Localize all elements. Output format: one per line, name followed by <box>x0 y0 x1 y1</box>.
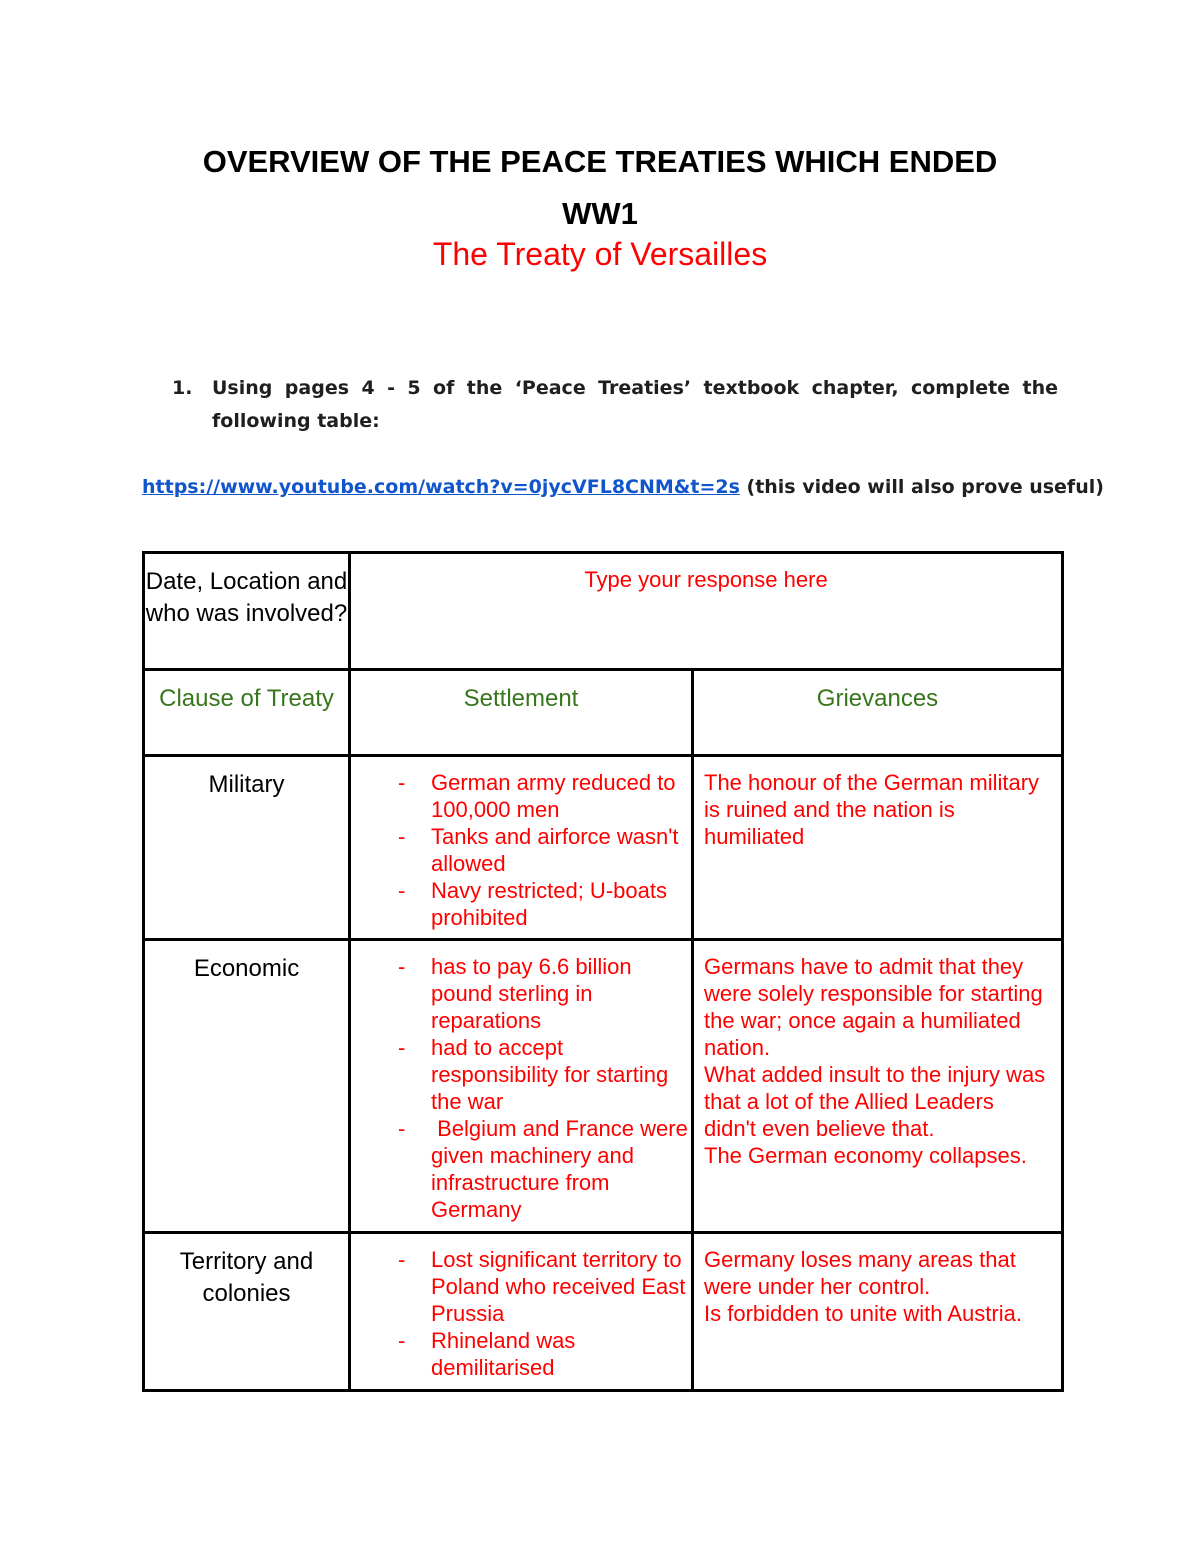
list-item: - German army reduced to 100,000 men <box>398 770 676 822</box>
header-clause-of-treaty: Clause of Treaty <box>144 670 350 756</box>
grievance-text: Germany loses many areas that were under her control. <box>704 1247 1016 1299</box>
document-title-line-2: WW1 <box>562 196 638 231</box>
instruction-number: 1. <box>172 377 193 399</box>
instruction-item <box>174 372 1058 438</box>
treaty-table <box>142 551 1064 1392</box>
table-header-row <box>144 670 1063 756</box>
settlement-list-territory <box>351 1246 691 1381</box>
video-link-line <box>142 472 1104 502</box>
settlement-cell-economic[interactable] <box>350 940 693 1233</box>
dash-bullet-icon: - <box>398 878 406 903</box>
dash-bullet-icon: - <box>398 824 406 849</box>
grievances-cell-economic[interactable] <box>693 940 1063 1233</box>
grievances-cell-military[interactable] <box>693 756 1063 940</box>
table-row-territory <box>144 1233 1063 1391</box>
grievance-text: Is forbidden to unite with Austria. <box>704 1301 1022 1326</box>
table-row-economic <box>144 940 1063 1233</box>
clause-military: Military <box>144 756 350 940</box>
document-subtitle: The Treaty of Versailles <box>432 236 768 272</box>
dash-bullet-icon: - <box>398 1035 406 1060</box>
settlement-cell-territory[interactable] <box>350 1233 693 1391</box>
list-item: - Lost significant territory to Poland who received East Prussia <box>398 1247 686 1326</box>
clause-economic: Economic <box>144 940 350 1233</box>
link-note: (this video will also prove useful) <box>739 476 1104 498</box>
list-item: - Navy restricted; U-boats prohibited <box>398 878 667 930</box>
grievances-cell-territory[interactable] <box>693 1233 1063 1391</box>
table-row-military <box>144 756 1063 940</box>
grievance-text: What added insult to the injury was that a lot of the Allied Leaders didn't even believe that. <box>704 1062 1046 1141</box>
table-row-date-location <box>144 553 1063 670</box>
dash-bullet-icon: - <box>398 1328 406 1353</box>
grievance-text: The German economy collapses. <box>704 1143 1027 1168</box>
document-title: OVERVIEW OF THE PEACE TREATIES WHICH ENDED <box>202 144 998 179</box>
list-item: - Rhineland was demilitarised <box>398 1328 576 1380</box>
grievance-text: The honour of the German military is ruined and the nation is humiliated <box>704 770 1040 849</box>
list-item: - had to accept responsibility for starting the war <box>398 1035 669 1114</box>
settlement-list-economic <box>351 953 694 1223</box>
instruction-text: Using pages 4 - 5 of the ‘Peace Treaties’ textbook chapter, complete the following table: <box>212 377 1058 432</box>
clause-territory: Territory and colonies <box>144 1233 350 1391</box>
list-item: - has to pay 6.6 billion pound sterling in reparations <box>398 954 632 1033</box>
dash-bullet-icon: - <box>398 770 406 795</box>
dash-bullet-icon: - <box>398 1116 406 1141</box>
dash-bullet-icon: - <box>398 1247 406 1272</box>
list-item: - Tanks and airforce wasn't allowed <box>398 824 679 876</box>
header-settlement: Settlement <box>350 670 693 756</box>
youtube-link[interactable]: https://www.youtube.com/watch?v=0jycVFL8CNM&t=2s <box>142 476 740 498</box>
dash-bullet-icon: - <box>398 954 406 979</box>
header-grievances: Grievances <box>693 670 1063 756</box>
date-location-response[interactable]: Type your response here <box>350 553 1063 670</box>
grievance-text: Germans have to admit that they were solely responsible for starting the war; once again a humiliated nation. <box>704 954 1043 1060</box>
settlement-cell-military[interactable] <box>350 756 693 940</box>
list-item: - Belgium and France were given machinery and infrastructure from Germany <box>398 1116 694 1222</box>
date-location-label: Date, Location and who was involved? <box>144 553 350 670</box>
settlement-list-military <box>351 769 691 931</box>
